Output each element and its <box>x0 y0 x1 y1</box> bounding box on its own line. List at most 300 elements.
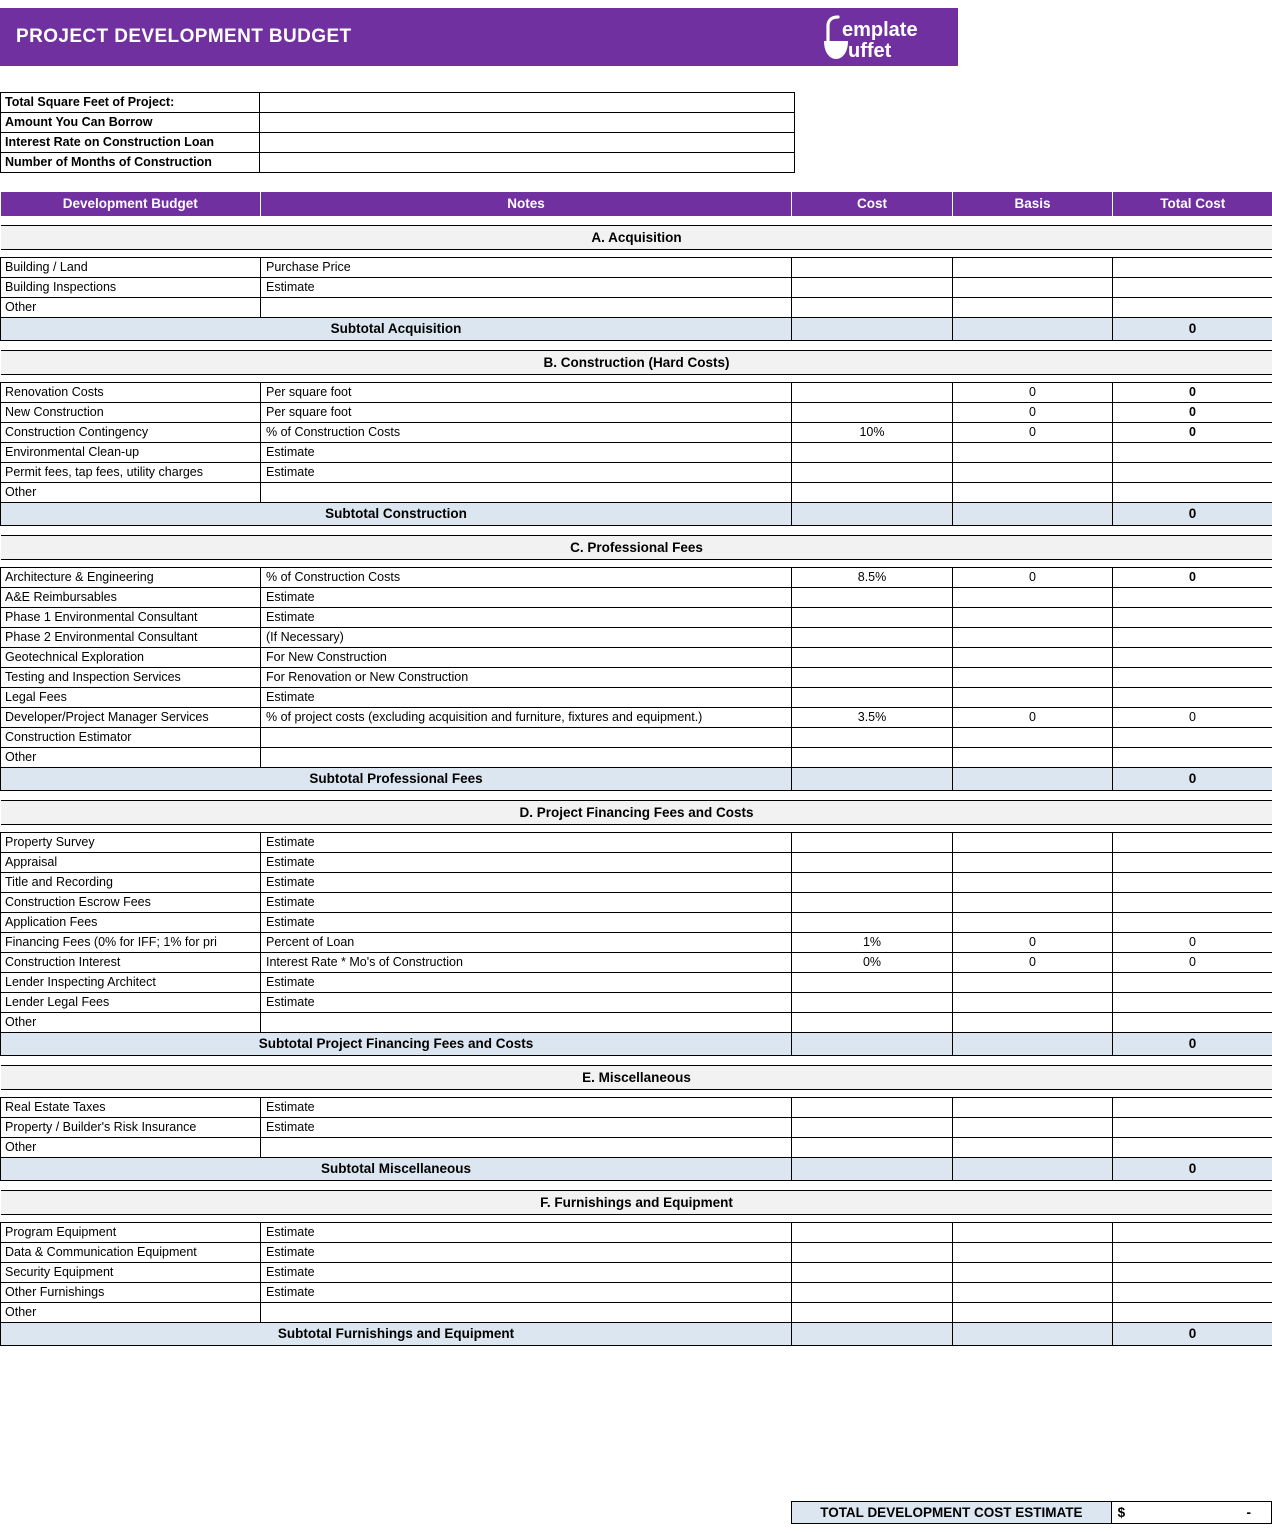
line-item-cost[interactable] <box>792 893 953 913</box>
line-item-name: Phase 2 Environmental Consultant <box>1 628 261 648</box>
budget-line-row <box>1 973 1272 993</box>
line-item-cost[interactable] <box>792 648 953 668</box>
line-item-basis[interactable] <box>953 1098 1113 1118</box>
budget-line-row <box>1 588 1272 608</box>
line-item-cost[interactable] <box>792 1303 953 1323</box>
line-item-total[interactable]: 0 <box>1113 953 1272 973</box>
line-item-cost[interactable]: 10% <box>792 423 953 443</box>
logo-text-top: emplate <box>842 19 918 41</box>
line-item-notes: Purchase Price <box>261 258 792 278</box>
line-item-name: Financing Fees (0% for IFF; 1% for pri <box>1 933 261 953</box>
subtotal-label: Subtotal Furnishings and Equipment <box>1 1323 792 1346</box>
line-item-notes: Estimate <box>261 1243 792 1263</box>
budget-line-row <box>1 648 1272 668</box>
line-item-total[interactable] <box>1113 588 1272 608</box>
line-item-basis[interactable]: 0 <box>953 568 1113 588</box>
project-parameter-label: Total Square Feet of Project: <box>1 93 260 113</box>
line-item-basis[interactable] <box>953 893 1113 913</box>
budget-line-row <box>1 403 1272 423</box>
line-item-notes: Per square foot <box>261 383 792 403</box>
spacer-row <box>1 791 1272 801</box>
line-item-notes: Estimate <box>261 873 792 893</box>
line-item-basis[interactable]: 0 <box>953 383 1113 403</box>
line-item-basis[interactable] <box>953 833 1113 853</box>
column-header-basis: Basis <box>953 192 1113 216</box>
budget-line-row <box>1 993 1272 1013</box>
subtotal-label: Subtotal Miscellaneous <box>1 1158 792 1181</box>
line-item-name: Legal Fees <box>1 688 261 708</box>
line-item-cost[interactable] <box>792 833 953 853</box>
budget-header-row <box>1 192 1272 216</box>
line-item-notes: Estimate <box>261 588 792 608</box>
line-item-total[interactable] <box>1113 298 1272 318</box>
budget-line-row <box>1 258 1272 278</box>
line-item-basis[interactable] <box>953 993 1113 1013</box>
section-heading-row <box>1 1066 1272 1090</box>
line-item-total[interactable] <box>1113 893 1272 913</box>
line-item-basis[interactable] <box>953 588 1113 608</box>
budget-line-row <box>1 893 1272 913</box>
line-item-notes: Estimate <box>261 608 792 628</box>
line-item-total[interactable] <box>1113 1263 1272 1283</box>
subtotal-row <box>1 1033 1272 1056</box>
budget-line-row <box>1 483 1272 503</box>
grand-total-value[interactable] <box>1111 1502 1271 1524</box>
project-parameter-row <box>1 153 795 173</box>
spacer-row <box>1 825 1272 833</box>
project-parameters-table <box>0 92 795 173</box>
line-item-notes: % of Construction Costs <box>261 568 792 588</box>
line-item-basis[interactable] <box>953 298 1113 318</box>
line-item-name: Property / Builder's Risk Insurance <box>1 1118 261 1138</box>
line-item-name: Construction Escrow Fees <box>1 893 261 913</box>
line-item-cost[interactable] <box>792 298 953 318</box>
line-item-notes: % of project costs (excluding acquisition and furniture, fixtures and equipment.) <box>261 708 792 728</box>
line-item-notes: Estimate <box>261 688 792 708</box>
project-parameter-label: Interest Rate on Construction Loan <box>1 133 260 153</box>
line-item-name: Lender Legal Fees <box>1 993 261 1013</box>
subtotal-total: 0 <box>1113 1323 1272 1346</box>
section-heading-row <box>1 226 1272 250</box>
column-header-cost: Cost <box>792 192 953 216</box>
line-item-notes <box>261 748 792 768</box>
section-heading: B. Construction (Hard Costs) <box>1 351 1272 375</box>
line-item-total[interactable] <box>1113 648 1272 668</box>
line-item-notes: Estimate <box>261 1283 792 1303</box>
budget-line-row <box>1 1303 1272 1323</box>
line-item-total[interactable] <box>1113 688 1272 708</box>
line-item-total[interactable] <box>1113 873 1272 893</box>
line-item-basis[interactable]: 0 <box>953 403 1113 423</box>
budget-line-row <box>1 443 1272 463</box>
line-item-notes: Estimate <box>261 443 792 463</box>
subtotal-basis <box>953 503 1113 526</box>
line-item-basis[interactable] <box>953 1283 1113 1303</box>
line-item-total[interactable] <box>1113 483 1272 503</box>
project-parameter-input[interactable] <box>260 93 795 113</box>
line-item-notes: (If Necessary) <box>261 628 792 648</box>
project-parameter-row <box>1 93 795 113</box>
line-item-notes: Estimate <box>261 1223 792 1243</box>
spacer-row <box>1 250 1272 258</box>
line-item-notes <box>261 1013 792 1033</box>
line-item-notes <box>261 1138 792 1158</box>
line-item-basis[interactable]: 0 <box>953 953 1113 973</box>
subtotal-cost <box>792 1158 953 1181</box>
line-item-cost[interactable] <box>792 913 953 933</box>
line-item-cost[interactable] <box>792 1118 953 1138</box>
development-budget-body <box>1 192 1272 1346</box>
budget-line-row <box>1 748 1272 768</box>
line-item-name: Architecture & Engineering <box>1 568 261 588</box>
spacer-row <box>1 375 1272 383</box>
line-item-basis[interactable] <box>953 258 1113 278</box>
column-header-item: Development Budget <box>1 192 261 216</box>
section-heading-row <box>1 351 1272 375</box>
spacer-row <box>1 216 1272 226</box>
subtotal-total: 0 <box>1113 768 1272 791</box>
line-item-name: Real Estate Taxes <box>1 1098 261 1118</box>
line-item-cost[interactable] <box>792 383 953 403</box>
section-heading-row <box>1 1191 1272 1215</box>
section-heading: E. Miscellaneous <box>1 1066 1272 1090</box>
line-item-name: Environmental Clean-up <box>1 443 261 463</box>
page-banner <box>0 8 958 66</box>
line-item-total[interactable] <box>1113 853 1272 873</box>
spacer-row <box>1 1181 1272 1191</box>
line-item-total[interactable]: 0 <box>1113 383 1272 403</box>
section-heading: C. Professional Fees <box>1 536 1272 560</box>
line-item-cost[interactable] <box>792 1263 953 1283</box>
column-header-total: Total Cost <box>1113 192 1272 216</box>
line-item-notes: For New Construction <box>261 648 792 668</box>
line-item-cost[interactable]: 1% <box>792 933 953 953</box>
subtotal-row <box>1 503 1272 526</box>
line-item-notes: Interest Rate * Mo's of Construction <box>261 953 792 973</box>
line-item-cost[interactable] <box>792 1013 953 1033</box>
line-item-basis[interactable]: 0 <box>953 423 1113 443</box>
spacer-row <box>1 1090 1272 1098</box>
subtotal-label: Subtotal Acquisition <box>1 318 792 341</box>
budget-line-row <box>1 423 1272 443</box>
section-heading: D. Project Financing Fees and Costs <box>1 801 1272 825</box>
grand-total-label: TOTAL DEVELOPMENT COST ESTIMATE <box>792 1502 1112 1524</box>
spacer-row <box>1 1215 1272 1223</box>
subtotal-basis <box>953 768 1113 791</box>
line-item-basis[interactable] <box>953 913 1113 933</box>
line-item-basis[interactable] <box>953 628 1113 648</box>
line-item-basis[interactable] <box>953 1118 1113 1138</box>
line-item-basis[interactable]: 0 <box>953 933 1113 953</box>
line-item-name: Permit fees, tap fees, utility charges <box>1 463 261 483</box>
line-item-notes <box>261 298 792 318</box>
line-item-notes: Estimate <box>261 463 792 483</box>
line-item-total[interactable] <box>1113 1243 1272 1263</box>
line-item-notes: Percent of Loan <box>261 933 792 953</box>
line-item-basis[interactable] <box>953 853 1113 873</box>
budget-line-row <box>1 1243 1272 1263</box>
budget-line-row <box>1 278 1272 298</box>
logo-text-bottom: uffet <box>848 40 892 62</box>
project-parameters-body <box>1 93 795 173</box>
grand-total-amount: - <box>1246 1505 1251 1520</box>
line-item-basis[interactable] <box>953 648 1113 668</box>
line-item-cost[interactable] <box>792 668 953 688</box>
line-item-notes: Estimate <box>261 893 792 913</box>
line-item-basis[interactable] <box>953 1013 1113 1033</box>
section-heading-row <box>1 801 1272 825</box>
line-item-total[interactable] <box>1113 973 1272 993</box>
budget-line-row <box>1 1223 1272 1243</box>
line-item-notes <box>261 483 792 503</box>
development-budget-table <box>0 192 1272 1346</box>
subtotal-row <box>1 1323 1272 1346</box>
project-parameter-row <box>1 113 795 133</box>
line-item-cost[interactable] <box>792 993 953 1013</box>
line-item-cost[interactable] <box>792 1243 953 1263</box>
budget-line-row <box>1 298 1272 318</box>
line-item-total[interactable]: 0 <box>1113 403 1272 423</box>
line-item-total[interactable]: 0 <box>1113 933 1272 953</box>
line-item-name: Construction Contingency <box>1 423 261 443</box>
section-heading: A. Acquisition <box>1 226 1272 250</box>
subtotal-cost <box>792 1033 953 1056</box>
line-item-notes: Estimate <box>261 278 792 298</box>
line-item-name: Lender Inspecting Architect <box>1 973 261 993</box>
line-item-notes <box>261 1303 792 1323</box>
line-item-cost[interactable] <box>792 258 953 278</box>
line-item-cost[interactable] <box>792 1098 953 1118</box>
line-item-cost[interactable] <box>792 973 953 993</box>
line-item-basis[interactable] <box>953 668 1113 688</box>
subtotal-total: 0 <box>1113 1158 1272 1181</box>
line-item-total[interactable] <box>1113 608 1272 628</box>
line-item-total[interactable] <box>1113 728 1272 748</box>
line-item-name: Geotechnical Exploration <box>1 648 261 668</box>
line-item-cost[interactable] <box>792 1138 953 1158</box>
budget-line-row <box>1 1138 1272 1158</box>
line-item-basis[interactable] <box>953 748 1113 768</box>
line-item-cost[interactable] <box>792 728 953 748</box>
line-item-name: Title and Recording <box>1 873 261 893</box>
line-item-basis[interactable] <box>953 608 1113 628</box>
line-item-basis[interactable] <box>953 873 1113 893</box>
budget-line-row <box>1 383 1272 403</box>
spacer-row <box>1 560 1272 568</box>
line-item-basis[interactable] <box>953 443 1113 463</box>
line-item-name: A&E Reimbursables <box>1 588 261 608</box>
line-item-basis[interactable] <box>953 463 1113 483</box>
line-item-total[interactable] <box>1113 1098 1272 1118</box>
budget-line-row <box>1 463 1272 483</box>
line-item-name: Construction Interest <box>1 953 261 973</box>
line-item-cost[interactable] <box>792 1283 953 1303</box>
line-item-name: Other <box>1 1303 261 1323</box>
line-item-notes: Per square foot <box>261 403 792 423</box>
subtotal-cost <box>792 1323 953 1346</box>
line-item-name: Application Fees <box>1 913 261 933</box>
line-item-basis[interactable] <box>953 483 1113 503</box>
subtotal-total: 0 <box>1113 503 1272 526</box>
line-item-name: Other <box>1 483 261 503</box>
budget-line-row <box>1 1098 1272 1118</box>
line-item-cost[interactable] <box>792 608 953 628</box>
line-item-notes: Estimate <box>261 833 792 853</box>
line-item-total[interactable]: 0 <box>1113 423 1272 443</box>
spacer-row <box>1 1056 1272 1066</box>
budget-line-row <box>1 1013 1272 1033</box>
project-parameter-label: Number of Months of Construction <box>1 153 260 173</box>
line-item-cost[interactable] <box>792 873 953 893</box>
grand-total-table <box>791 1501 1272 1524</box>
line-item-total[interactable] <box>1113 748 1272 768</box>
line-item-basis[interactable] <box>953 688 1113 708</box>
line-item-total[interactable] <box>1113 443 1272 463</box>
line-item-total[interactable] <box>1113 1303 1272 1323</box>
line-item-total[interactable] <box>1113 1013 1272 1033</box>
line-item-cost[interactable] <box>792 463 953 483</box>
budget-line-row <box>1 833 1272 853</box>
line-item-cost[interactable]: 0% <box>792 953 953 973</box>
spacer-row <box>1 341 1272 351</box>
project-parameter-input[interactable] <box>260 113 795 133</box>
line-item-notes: Estimate <box>261 1098 792 1118</box>
line-item-cost[interactable] <box>792 443 953 463</box>
budget-line-row <box>1 913 1272 933</box>
line-item-cost[interactable] <box>792 853 953 873</box>
grand-total-row <box>792 1502 1272 1524</box>
line-item-cost[interactable] <box>792 588 953 608</box>
line-item-name: Building / Land <box>1 258 261 278</box>
line-item-name: New Construction <box>1 403 261 423</box>
template-buffet-logo <box>820 8 958 66</box>
line-item-notes <box>261 728 792 748</box>
line-item-basis[interactable] <box>953 728 1113 748</box>
line-item-name: Renovation Costs <box>1 383 261 403</box>
line-item-total[interactable] <box>1113 1223 1272 1243</box>
subtotal-row <box>1 1158 1272 1181</box>
line-item-basis[interactable] <box>953 1263 1113 1283</box>
line-item-name: Property Survey <box>1 833 261 853</box>
line-item-notes: Estimate <box>261 973 792 993</box>
line-item-notes: Estimate <box>261 1118 792 1138</box>
line-item-name: Other <box>1 1013 261 1033</box>
project-parameter-row <box>1 133 795 153</box>
budget-line-row <box>1 688 1272 708</box>
section-heading: F. Furnishings and Equipment <box>1 1191 1272 1215</box>
subtotal-row <box>1 318 1272 341</box>
subtotal-cost <box>792 503 953 526</box>
line-item-total[interactable] <box>1113 258 1272 278</box>
line-item-name: Developer/Project Manager Services <box>1 708 261 728</box>
budget-line-row <box>1 728 1272 748</box>
line-item-basis[interactable] <box>953 1138 1113 1158</box>
line-item-notes: Estimate <box>261 913 792 933</box>
line-item-total[interactable] <box>1113 463 1272 483</box>
budget-line-row <box>1 628 1272 648</box>
subtotal-total: 0 <box>1113 1033 1272 1056</box>
line-item-name: Other <box>1 1138 261 1158</box>
line-item-total[interactable]: 0 <box>1113 568 1272 588</box>
line-item-total[interactable] <box>1113 1118 1272 1138</box>
line-item-name: Security Equipment <box>1 1263 261 1283</box>
line-item-cost[interactable] <box>792 748 953 768</box>
project-parameter-input[interactable] <box>260 153 795 173</box>
currency-symbol: $ <box>1117 1505 1126 1520</box>
line-item-cost[interactable] <box>792 688 953 708</box>
line-item-basis[interactable]: 0 <box>953 708 1113 728</box>
line-item-notes: Estimate <box>261 993 792 1013</box>
subtotal-row <box>1 768 1272 791</box>
line-item-cost[interactable] <box>792 278 953 298</box>
line-item-name: Testing and Inspection Services <box>1 668 261 688</box>
subtotal-label: Subtotal Project Financing Fees and Costs <box>1 1033 792 1056</box>
line-item-total[interactable] <box>1113 913 1272 933</box>
line-item-notes: Estimate <box>261 853 792 873</box>
line-item-total[interactable] <box>1113 1138 1272 1158</box>
subtotal-cost <box>792 768 953 791</box>
section-heading-row <box>1 536 1272 560</box>
column-header-notes: Notes <box>261 192 792 216</box>
logo-icon <box>820 11 932 63</box>
line-item-name: Other Furnishings <box>1 1283 261 1303</box>
project-parameter-input[interactable] <box>260 133 795 153</box>
line-item-name: Phase 1 Environmental Consultant <box>1 608 261 628</box>
budget-line-row <box>1 953 1272 973</box>
line-item-basis[interactable] <box>953 1303 1113 1323</box>
line-item-cost[interactable] <box>792 628 953 648</box>
line-item-cost[interactable] <box>792 1223 953 1243</box>
line-item-total[interactable] <box>1113 668 1272 688</box>
budget-line-row <box>1 853 1272 873</box>
line-item-notes: Estimate <box>261 1263 792 1283</box>
line-item-name: Building Inspections <box>1 278 261 298</box>
subtotal-basis <box>953 318 1113 341</box>
subtotal-cost <box>792 318 953 341</box>
line-item-total[interactable] <box>1113 833 1272 853</box>
line-item-total[interactable] <box>1113 1283 1272 1303</box>
line-item-total[interactable]: 0 <box>1113 708 1272 728</box>
line-item-basis[interactable] <box>953 1223 1113 1243</box>
line-item-cost[interactable] <box>792 483 953 503</box>
line-item-cost[interactable]: 8.5% <box>792 568 953 588</box>
line-item-basis[interactable] <box>953 1243 1113 1263</box>
line-item-name: Program Equipment <box>1 1223 261 1243</box>
subtotal-label: Subtotal Construction <box>1 503 792 526</box>
line-item-total[interactable] <box>1113 628 1272 648</box>
line-item-name: Appraisal <box>1 853 261 873</box>
subtotal-total: 0 <box>1113 318 1272 341</box>
line-item-basis[interactable] <box>953 973 1113 993</box>
budget-line-row <box>1 608 1272 628</box>
subtotal-basis <box>953 1323 1113 1346</box>
line-item-cost[interactable]: 3.5% <box>792 708 953 728</box>
line-item-notes: For Renovation or New Construction <box>261 668 792 688</box>
line-item-total[interactable] <box>1113 278 1272 298</box>
line-item-name: Construction Estimator <box>1 728 261 748</box>
budget-line-row <box>1 933 1272 953</box>
budget-line-row <box>1 1118 1272 1138</box>
budget-line-row <box>1 1263 1272 1283</box>
line-item-cost[interactable] <box>792 403 953 423</box>
line-item-name: Other <box>1 748 261 768</box>
subtotal-label: Subtotal Professional Fees <box>1 768 792 791</box>
line-item-total[interactable] <box>1113 993 1272 1013</box>
subtotal-basis <box>953 1033 1113 1056</box>
line-item-basis[interactable] <box>953 278 1113 298</box>
spacer-row <box>1 526 1272 536</box>
budget-line-row <box>1 873 1272 893</box>
